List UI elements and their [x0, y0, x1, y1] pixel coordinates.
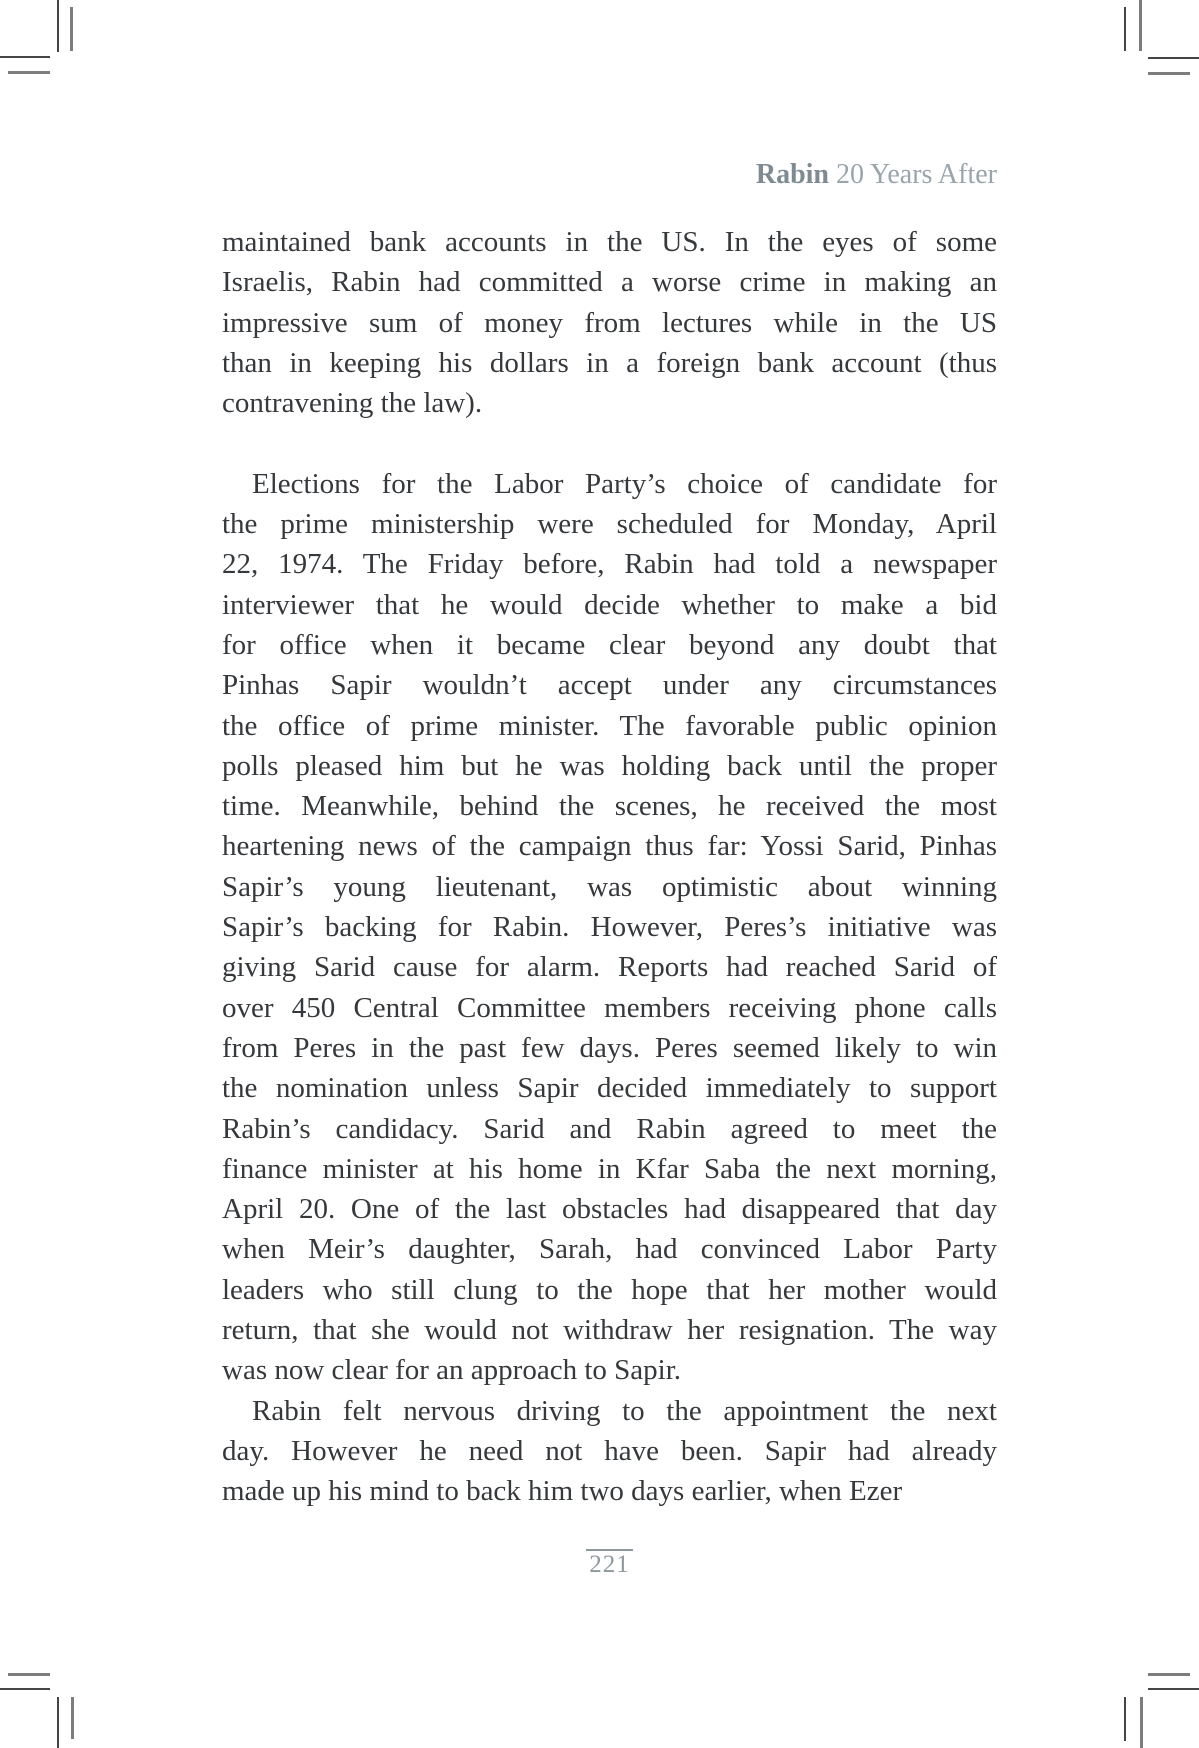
- text-line: over 450 Central Committee members receiving phone calls: [222, 991, 997, 1024]
- text-line: day. However he need not have been. Sapir had already: [222, 1434, 997, 1467]
- text-line: contravening the law).: [222, 387, 483, 420]
- header-title-bold: Rabin: [755, 159, 829, 190]
- crop-mark-line: [71, 1697, 74, 1739]
- text-line: maintained bank accounts in the US. In the eyes of some: [222, 226, 997, 258]
- text-line: was now clear for an approach to Sapir.: [222, 1354, 682, 1387]
- header-title-rest: 20 Years After: [829, 159, 997, 190]
- text-line: Rabin felt nervous driving to the appointment the next: [252, 1394, 997, 1427]
- text-line: giving Sarid cause for alarm. Reports had reached Sarid of: [222, 951, 997, 984]
- text-line: made up his mind to back him two days earlier, when Ezer: [222, 1475, 903, 1508]
- crop-mark-line: [1140, 1697, 1143, 1748]
- text-line: the prime ministership were scheduled for Monday, April: [222, 508, 997, 541]
- text-line: time. Meanwhile, behind the scenes, he received the most: [222, 790, 997, 823]
- paragraph: [222, 464, 997, 1391]
- text-line: April 20. One of the last obstacles had disappeared that day: [222, 1193, 997, 1226]
- text-line: than in keeping his dollars in a foreign bank account (thus: [222, 346, 997, 379]
- text-line: interviewer that he would decide whether to make a bid: [222, 588, 997, 621]
- crop-mark-line: [57, 0, 59, 52]
- page-number-footer: [222, 1549, 997, 1578]
- crop-mark-line: [0, 56, 50, 58]
- crop-mark-line: [1148, 1688, 1199, 1690]
- paragraph: [222, 1391, 997, 1512]
- text-line: when Meir’s daughter, Sarah, had convinced Labor Party: [222, 1233, 997, 1266]
- page-body: [222, 222, 997, 1512]
- crop-mark-line: [8, 1673, 50, 1676]
- text-line: polls pleased him but he was holding back until the proper: [222, 749, 997, 782]
- crop-mark-line: [70, 7, 73, 51]
- text-line: Pinhas Sapir wouldn’t accept under any circumstances: [222, 669, 997, 702]
- text-line: Israelis, Rabin had committed a worse crime in making an: [222, 266, 997, 299]
- text-line: 22, 1974. The Friday before, Rabin had told a newspaper: [222, 548, 997, 581]
- text-line: the office of prime minister. The favorable public opinion: [222, 709, 997, 742]
- crop-mark-line: [1124, 1697, 1126, 1741]
- text-line: finance minister at his home in Kfar Saba the next morning,: [222, 1152, 997, 1185]
- text-line: heartening news of the campaign thus far: Yossi Sarid, Pinhas: [222, 830, 997, 863]
- crop-mark-line: [8, 71, 50, 74]
- text-line: Sapir’s backing for Rabin. However, Peres’s initiative was: [222, 911, 997, 944]
- text-line: impressive sum of money from lectures while in the US: [222, 306, 997, 339]
- crop-mark-line: [1148, 57, 1199, 59]
- crop-mark-line: [1124, 7, 1126, 51]
- text-line: the nomination unless Sapir decided immediately to support: [222, 1072, 997, 1105]
- crop-mark-line: [57, 1697, 59, 1748]
- text-line: Rabin’s candidacy. Sarid and Rabin agreed to meet the: [222, 1112, 997, 1145]
- text-line: return, that she would not withdraw her resignation. The way: [222, 1314, 997, 1347]
- crop-mark-line: [1139, 0, 1142, 51]
- paragraph: [222, 222, 997, 423]
- text-line: from Peres in the past few days. Peres seemed likely to win: [222, 1031, 997, 1064]
- crop-mark-line: [0, 1688, 50, 1690]
- text-line: leaders who still clung to the hope that her mother would: [222, 1273, 997, 1306]
- text-line: for office when it became clear beyond any doubt that: [222, 628, 997, 661]
- page-number: 221: [586, 1549, 633, 1578]
- crop-mark-line: [1148, 72, 1190, 75]
- text-line: Elections for the Labor Party’s choice of candidate for: [252, 467, 997, 500]
- text-line: Sapir’s young lieutenant, was optimistic about winning: [222, 870, 997, 903]
- running-header: [756, 160, 997, 190]
- crop-mark-line: [1148, 1673, 1190, 1676]
